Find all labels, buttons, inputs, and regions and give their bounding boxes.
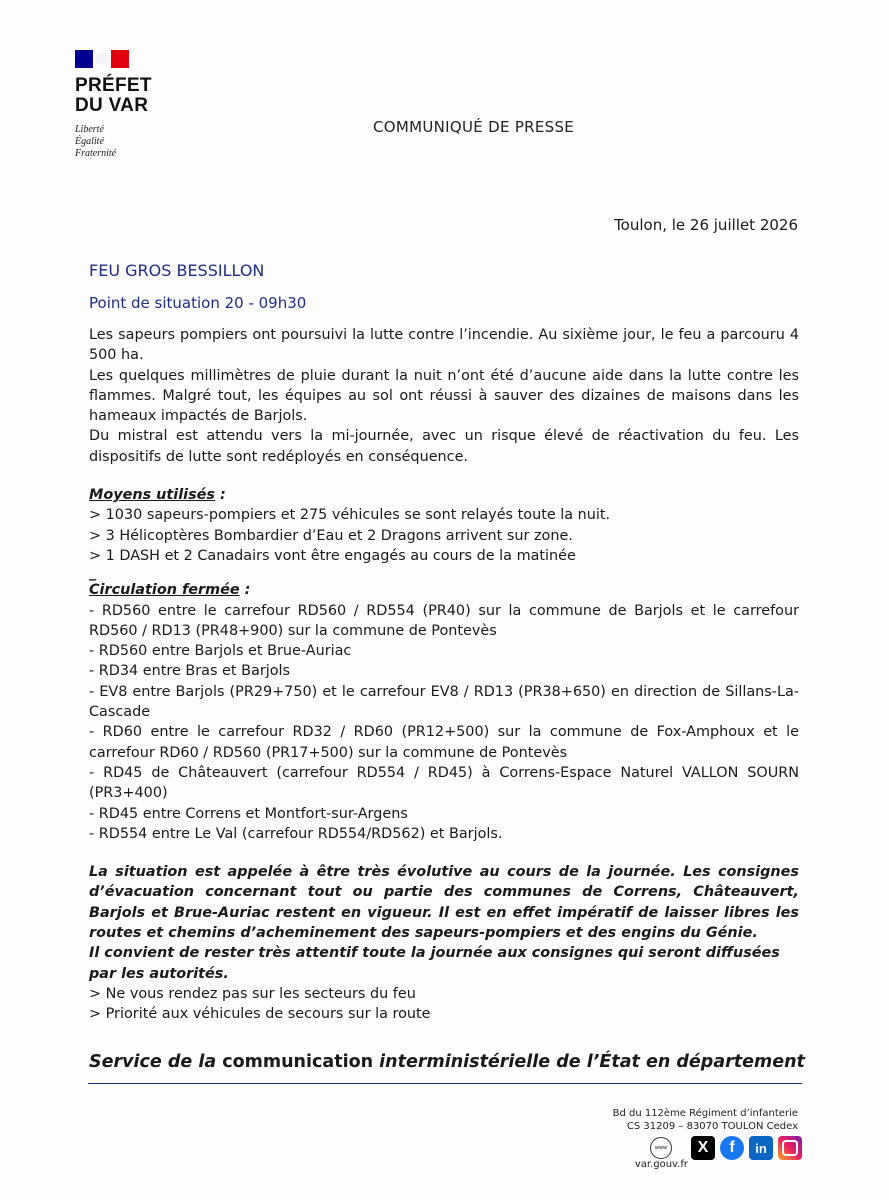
instagram-icon[interactable] [778,1136,802,1160]
means-item: > 1030 sapeurs-pompiers et 275 véhicules se sont relayés toute la nuit. [89,507,611,524]
address-line2: CS 31209 – 83070 TOULON Cedex [626,1121,798,1132]
intro-paragraph-1: Les sapeurs pompiers ont poursuivi la lutte contre l’incendie. Au sixième jour, le feu a parcouru 4 500 ha. [89,327,799,364]
org-line2: DU VAR [75,95,149,116]
means-heading-line: Moyens utilisés : [89,487,226,504]
road-item: - RD45 entre Correns et Montfort-sur-Argens [89,805,408,822]
motto-fraternite: Fraternité [75,148,117,159]
globe-icon[interactable]: www [650,1137,672,1159]
doc-date: Toulon, le 26 juillet 2026 [614,216,798,234]
warning-paragraph: La situation est appelée à être très évolutive au cours de la journée. Les consignes d’évacuation concernant tout ou partie des communes de Correns, Châteauvert, Barjols et Brue-Auriac restent en vigueur. Il est en effet impératif de laisser libres les routes et chemins d’acheminement des sapeurs-pompiers et des engins du Génie. [89,864,799,942]
x-twitter-icon[interactable]: X [691,1136,715,1160]
advice-item: > Priorité aux véhicules de secours sur la route [89,1006,431,1023]
means-item: > 3 Hélicoptères Bombardier d’Eau et 2 Dragons arrivent sur zone. [89,527,573,544]
separator: _ [89,565,97,582]
means-item: > 1 DASH et 2 Canadairs vont être engagés au cours de la matinée [89,547,576,564]
facebook-icon[interactable]: f [720,1136,744,1160]
means-heading: Moyens utilisés [89,487,215,504]
road-item: - RD560 entre Barjols et Brue-Auriac [89,643,352,660]
fire-title: FEU GROS BESSILLON [89,261,265,280]
doc-type-title: COMMUNIQUÉ DE PRESSE [373,118,575,136]
prefet-logo [75,50,195,160]
road-item: - RD560 entre le carrefour RD560 / RD554 (PR40) sur la commune de Barjols et le carrefour RD560 / RD13 (PR48+900) sur la commune de Pontevès [89,602,799,639]
intro-paragraph-3: Du mistral est attendu vers la mi-journée, avec un risque élevé de réactivation du feu. Les dispositifs de lutte sont redéployés en conséquence. [89,428,799,465]
postal-address [613,1107,798,1133]
footer-divider [88,1083,802,1084]
motto [75,124,195,160]
website-link[interactable]: var.gouv.fr [634,1159,688,1170]
situation-point: Point de situation 20 - 09h30 [89,294,307,312]
org-line1: PRÉFET [75,75,152,96]
social-links [650,1136,802,1160]
intro-paragraph-2: Les quelques millimètres de pluie durant la nuit n’ont été d’aucune aide dans la lutte contre les flammes. Malgré tout, les équipes au sol ont réussi à sauver des dizaines de maisons dans les hameaux impactés de Barjols. [89,367,799,425]
warning-paragraph-2: Il convient de rester très attentif toute la journée aux consignes qui seront diffusées par les autorités. [89,945,780,982]
road-item: - RD34 entre Bras et Barjols [89,663,291,680]
advice-item: > Ne vous rendez pas sur les secteurs du feu [89,985,416,1002]
roads-heading: Circulation fermée [89,582,240,599]
service-signature: Service de la communication interministérielle de l’État en département [89,1052,805,1072]
motto-egalite: Égalité [75,136,104,147]
road-item: - EV8 entre Barjols (PR29+750) et le carrefour EV8 / RD13 (PR38+650) en direction de Sillans-La-Cascade [89,683,799,721]
road-item: - RD60 entre le carrefour RD32 / RD60 (PR12+500) sur la commune de Fox-Amphoux et le carrefour RD60 / RD560 (PR17+500) sur la commune de Pontevès [89,724,799,761]
marianne-flag-icon [75,50,129,68]
road-item: - RD554 entre Le Val (carrefour RD554/RD562) et Barjols. [89,825,503,842]
main-content [89,325,799,1025]
roads-heading-line: Circulation fermée : [89,582,251,599]
motto-liberte: Liberté [75,124,104,135]
org-name [75,76,195,116]
linkedin-icon[interactable]: in [749,1136,773,1160]
road-item: - RD45 de Châteauvert (carrefour RD554 / RD45) à Correns-Espace Naturel VALLON SOURN (PR3+400) [89,764,799,802]
address-line1: Bd du 112ème Régiment d’infanterie [612,1108,798,1119]
